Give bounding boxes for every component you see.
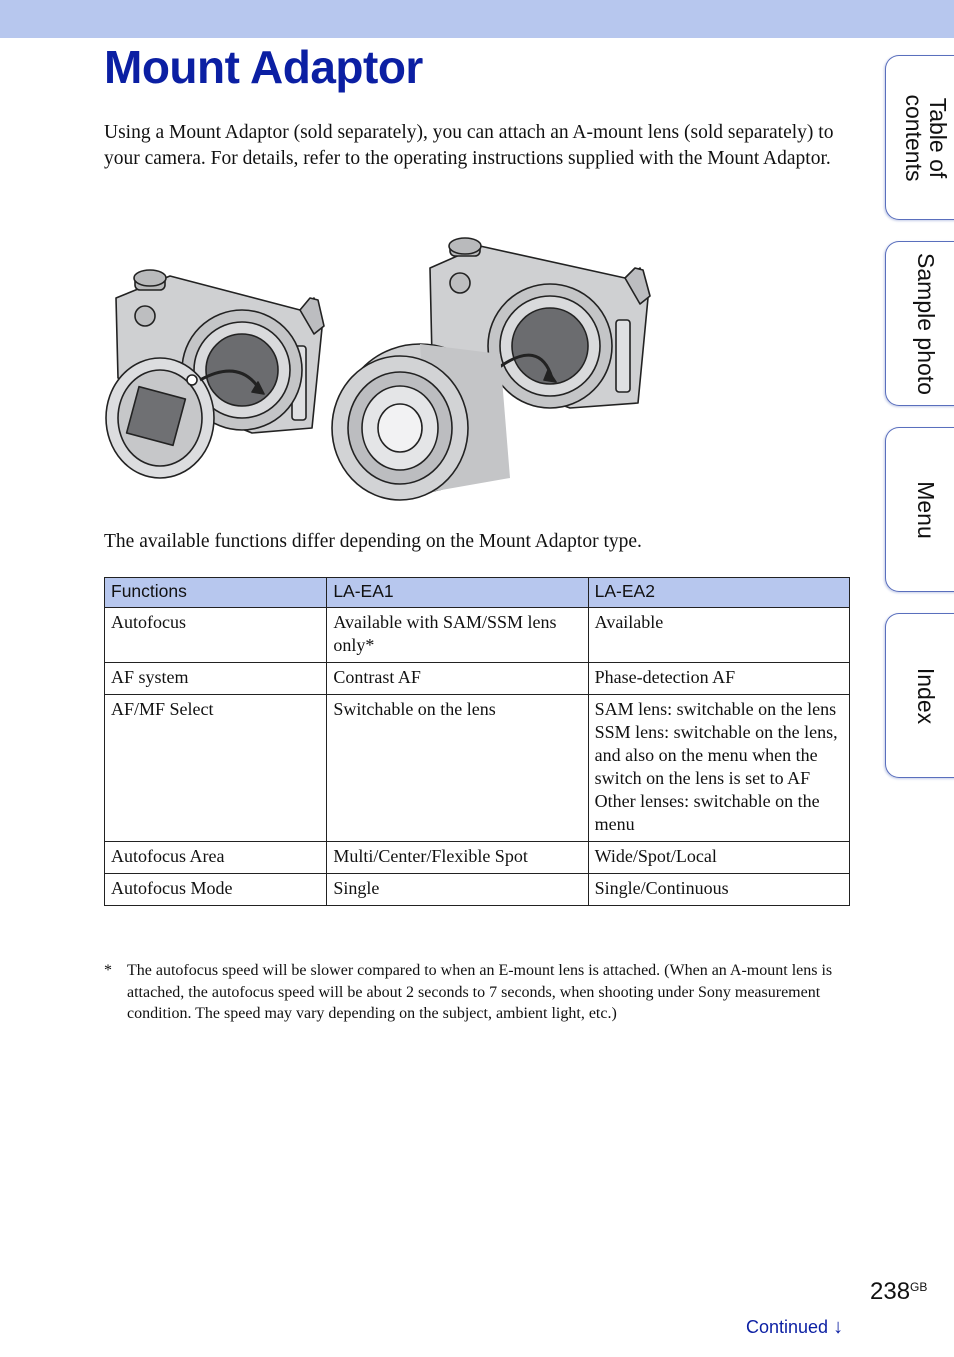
- header-band: [0, 0, 954, 38]
- table-row: [105, 695, 850, 842]
- table-cell: Wide/Spot/Local: [588, 842, 849, 874]
- table-cell: Multi/Center/Flexible Spot: [327, 842, 588, 874]
- continued-link[interactable]: [746, 1316, 843, 1339]
- table-row: [105, 842, 850, 874]
- page-number-value: 238: [870, 1278, 911, 1305]
- header-la-ea1: LA-EA1: [327, 578, 588, 608]
- intro-paragraph: Using a Mount Adaptor (sold separately), you can attach an A-mount lens (sold separately) to your camera. For details, refer to the operating instructions supplied with the Mount Adaptor.: [104, 122, 834, 169]
- table-cell: Autofocus: [105, 608, 327, 663]
- arrow-down-icon: ↓: [833, 1316, 844, 1338]
- footnote-text: The autofocus speed will be slower compared to when an E-mount lens is attached. (When an A-mount lens is attached, the autofocus speed will be about 2 seconds to 7 seconds, when shooting under Sony measurement condition. The speed may vary depending on the subject, ambient light, etc.): [127, 962, 833, 1022]
- table-cell: Autofocus Area: [105, 842, 327, 874]
- header-functions: Functions: [105, 578, 327, 608]
- table-header-row: [105, 578, 850, 608]
- table-cell: Contrast AF: [327, 663, 588, 695]
- tab-menu[interactable]: [885, 427, 954, 592]
- page-number: [870, 1278, 927, 1306]
- tab-table-of-contents[interactable]: [885, 55, 954, 220]
- table-cell: Available: [588, 608, 849, 663]
- tab-label: Menu: [913, 480, 939, 539]
- table-cell: AF/MF Select: [105, 695, 327, 842]
- availability-note: The available functions differ depending on the Mount Adaptor type.: [104, 531, 642, 552]
- header-la-ea2: LA-EA2: [588, 578, 849, 608]
- page-number-suffix: GB: [910, 1280, 928, 1294]
- table-cell: Autofocus Mode: [105, 874, 327, 906]
- table-cell: Switchable on the lens: [327, 695, 588, 842]
- tab-sample-photo[interactable]: [885, 241, 954, 406]
- table-cell: Phase-detection AF: [588, 663, 849, 695]
- tab-label: Sample photo: [913, 252, 939, 395]
- table-row: [105, 608, 850, 663]
- mount-adaptor-illustration: [100, 228, 660, 508]
- tab-label: Table of contents: [901, 94, 951, 181]
- table-cell: AF system: [105, 663, 327, 695]
- page-title: Mount Adaptor: [104, 41, 423, 93]
- functions-table: [104, 577, 850, 906]
- tab-label: Index: [913, 667, 939, 724]
- table-cell: SAM lens: switchable on the lens SSM lens: switchable on the lens, and also on the menu when the switch on the lens is set to AF Other lenses: switchable on the menu: [588, 695, 849, 842]
- footnote: [104, 960, 849, 1025]
- table-cell: Single: [327, 874, 588, 906]
- table-row: [105, 874, 850, 906]
- table-row: [105, 663, 850, 695]
- footnote-mark: *: [104, 962, 112, 979]
- tab-index[interactable]: [885, 613, 954, 778]
- table-cell: Single/Continuous: [588, 874, 849, 906]
- table-cell: Available with SAM/SSM lens only*: [327, 608, 588, 663]
- continued-label: Continued: [746, 1317, 829, 1337]
